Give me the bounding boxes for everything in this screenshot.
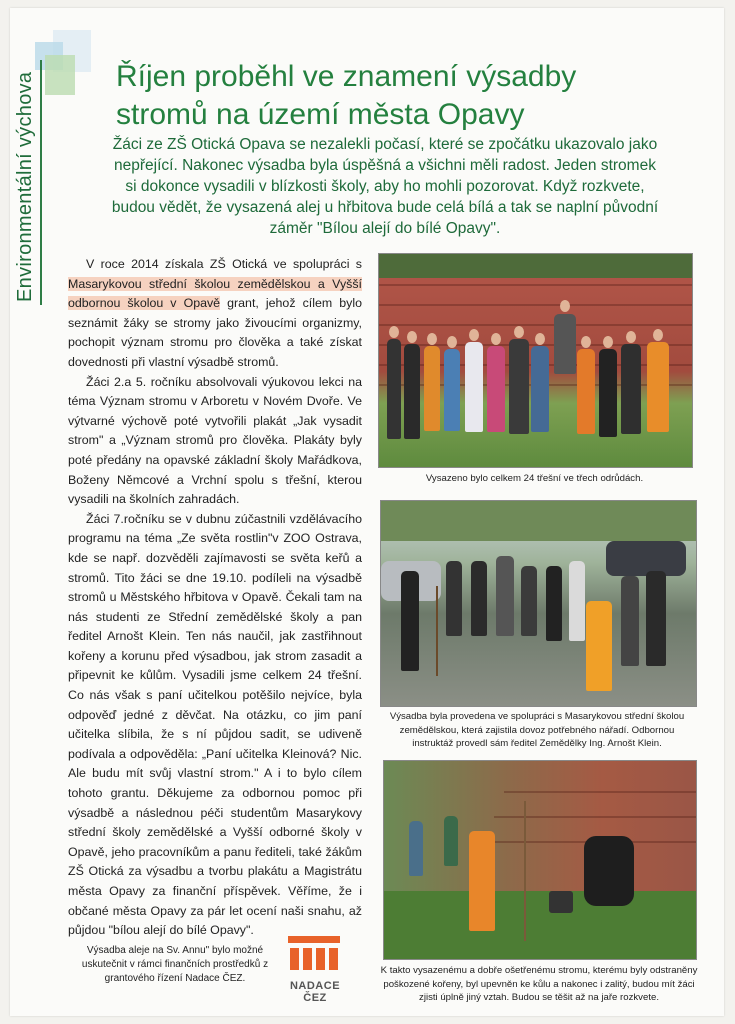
person: [446, 561, 462, 636]
person: [401, 571, 419, 671]
brick-line: [379, 324, 692, 326]
parked-car: [606, 541, 686, 576]
head: [491, 333, 501, 345]
tree-line: [379, 254, 692, 278]
head: [560, 300, 570, 312]
watering-bucket: [549, 891, 573, 913]
person: [586, 601, 612, 691]
person: [409, 821, 423, 876]
decor-square-green: [45, 55, 75, 95]
body-paragraph-1: [68, 255, 362, 373]
highlighted-school-name: Masarykovou střední školou zemědělskou a Vyšší odbornou školou v Opavě: [68, 276, 362, 311]
section-divider-line: [40, 60, 42, 305]
head: [603, 336, 613, 348]
head: [389, 326, 399, 338]
grass: [384, 891, 696, 959]
person: [465, 342, 483, 432]
person: [584, 836, 634, 906]
person: [621, 344, 641, 434]
person: [546, 566, 562, 641]
person: [531, 346, 549, 432]
sapling: [436, 586, 438, 676]
person: [509, 339, 529, 434]
person: [647, 342, 669, 432]
photo-planting-instruction: [380, 500, 697, 707]
person: [496, 556, 514, 636]
photo-caption-1: Vysazeno bylo celkem 24 třešní ve třech odrůdách.: [425, 473, 644, 484]
person: [404, 344, 420, 439]
body-text-span: V roce 2014 získala ZŠ Otická ve spolupráci s: [86, 257, 362, 271]
head: [653, 329, 663, 341]
article-body: [68, 255, 362, 941]
head: [407, 331, 417, 343]
photo-planting-tree: [383, 760, 697, 960]
article-intro: Žáci ze ZŠ Otická Opava se nezalekli počasí, které se zpočátku ukazovalo jako nepřející. Nakonec výsadba byla úspěšná a všichni měli radost. Jeden stromek si dokonce vysadili v blízkosti školy, aby ho mohli pozorovat. Když rozkvete, budou vědět, že vysazená alej u hřbitova bude celá bílá a tak se naplní původní záměr "Bílou alejí do bílé Opavy".: [111, 136, 659, 237]
person: [577, 349, 595, 434]
person: [599, 349, 617, 437]
head: [535, 333, 545, 345]
photo-caption-3: K takto vysazenému a dobře ošetřenému stromu, kterému byly odstraněny poškozené kořeny, byl upevněn ke kůlu a nakonec i zalitý, budou mít žáci zjisti úplně jiný vztah. Budou se těšit až na jaře rozkvete.: [380, 965, 698, 1003]
head: [626, 331, 636, 343]
body-text-span: grant, jehož cílem bylo seznámit žáky se stromy jako živoucími organizmy, pochopit význam stromu pro člověka a také získat dovednosti při vlastní výsadbě stromů.: [68, 296, 362, 369]
head: [581, 336, 591, 348]
body-paragraph-3: Žáci 7.ročníku se v dubnu zúčastnili vzdělávacího programu na téma „Ze světa rostlin"v ZOO Ostrava, kde se např. dozvěděli zajímavosti se světa keřů a stromů. Tito žáci se dne 19.10. podíleli na výsadbě stromů u Městského hřbitova v Opavě. Čekali tam na nás studenti ze Střední zemědělské školy a pan ředitel Arnošt Klein. Ten nás naučil, jak zastřihnout kořeny a korunu před výsadbou, jak strom zasadit a připevnit ke kůlům. Vysadili jsme celkem 24 třešní. Co nás však s paní učitelkou potěšilo nejvíce, byla odpověď jedné z děvčat. Na otázku, co jim paní učitelka slíbila, že s ní půjdou sadit, se udiveně podívala a odpověděla: „Paní učitelka Kleinová? Nic. Ale budu mít svůj vlastní strom." A i to bylo cílem tohoto grantu. Děkujeme za odbornou pomoc při výsadbě a následnou péči studentům Masarykovy střední školy zemědělské a Vyšší odborné školy v Opavě, jeho pracovníkům a panu řediteli, také žákům ZŠ Otická za výsadbu a tvorbu plakátu a Magistrátu města Opavy za finanční příspěvek. Věříme, že i občané města Opavy za pár let ocení naši snahu, až půjdou "bílou alejí do bílé Opavy".: [68, 511, 362, 938]
trees-background: [381, 501, 696, 541]
head: [514, 326, 524, 338]
nadace-cez-logo: [280, 936, 350, 1004]
head: [447, 336, 457, 348]
person: [487, 346, 505, 432]
person: [621, 576, 639, 666]
head: [427, 333, 437, 345]
brick-line: [379, 284, 692, 286]
photo-group-brick-wall: [378, 253, 693, 468]
person: [521, 566, 537, 636]
person: [569, 561, 585, 641]
body-paragraph-2: Žáci 2.a 5. ročníku absolvovali výukovou lekci na téma Význam stromu v Arboretu v Novém Dvoře. Ve výtvarné výchově poté vytvořili plakát „Jak vysadit strom" a „Význam stromů pro člověka. Plakáty byly poté předány na opavské základní školy Mařádkova, Boženy Němcové a Vrchní spolu s třešní, kterou vysadili na školních zahradách.: [68, 374, 362, 507]
brick-line: [379, 304, 692, 306]
person: [444, 816, 458, 866]
funding-note: Výsadba aleje na Sv. Annu" bylo možné uskutečnit v rámci finančních prostředků z grantového řízení Nadace ČEZ.: [81, 945, 269, 984]
person: [387, 339, 401, 439]
person: [444, 349, 460, 431]
head: [469, 329, 479, 341]
person: [471, 561, 487, 636]
person: [554, 314, 576, 374]
person: [424, 346, 440, 431]
brick-line: [504, 791, 696, 793]
cez-logo-icon: [288, 936, 340, 970]
person: [646, 571, 666, 666]
photo-caption-2: Výsadba byla provedena ve spolupráci s Masarykovou střední školou zemědělskou, která zajistila dovoz potřebného nářadí. Odbornou instruktáž provedl sám ředitel Zemědělky Ing. Arnošt Klein.: [389, 711, 685, 749]
logo-text: NADACE ČEZ: [289, 980, 341, 1004]
section-label: Environmentální výchova: [14, 71, 36, 302]
tree-stake: [524, 801, 526, 941]
article-title: Říjen proběhl ve znamení výsadby stromů na území města Opavy: [116, 60, 577, 132]
person: [469, 831, 495, 931]
